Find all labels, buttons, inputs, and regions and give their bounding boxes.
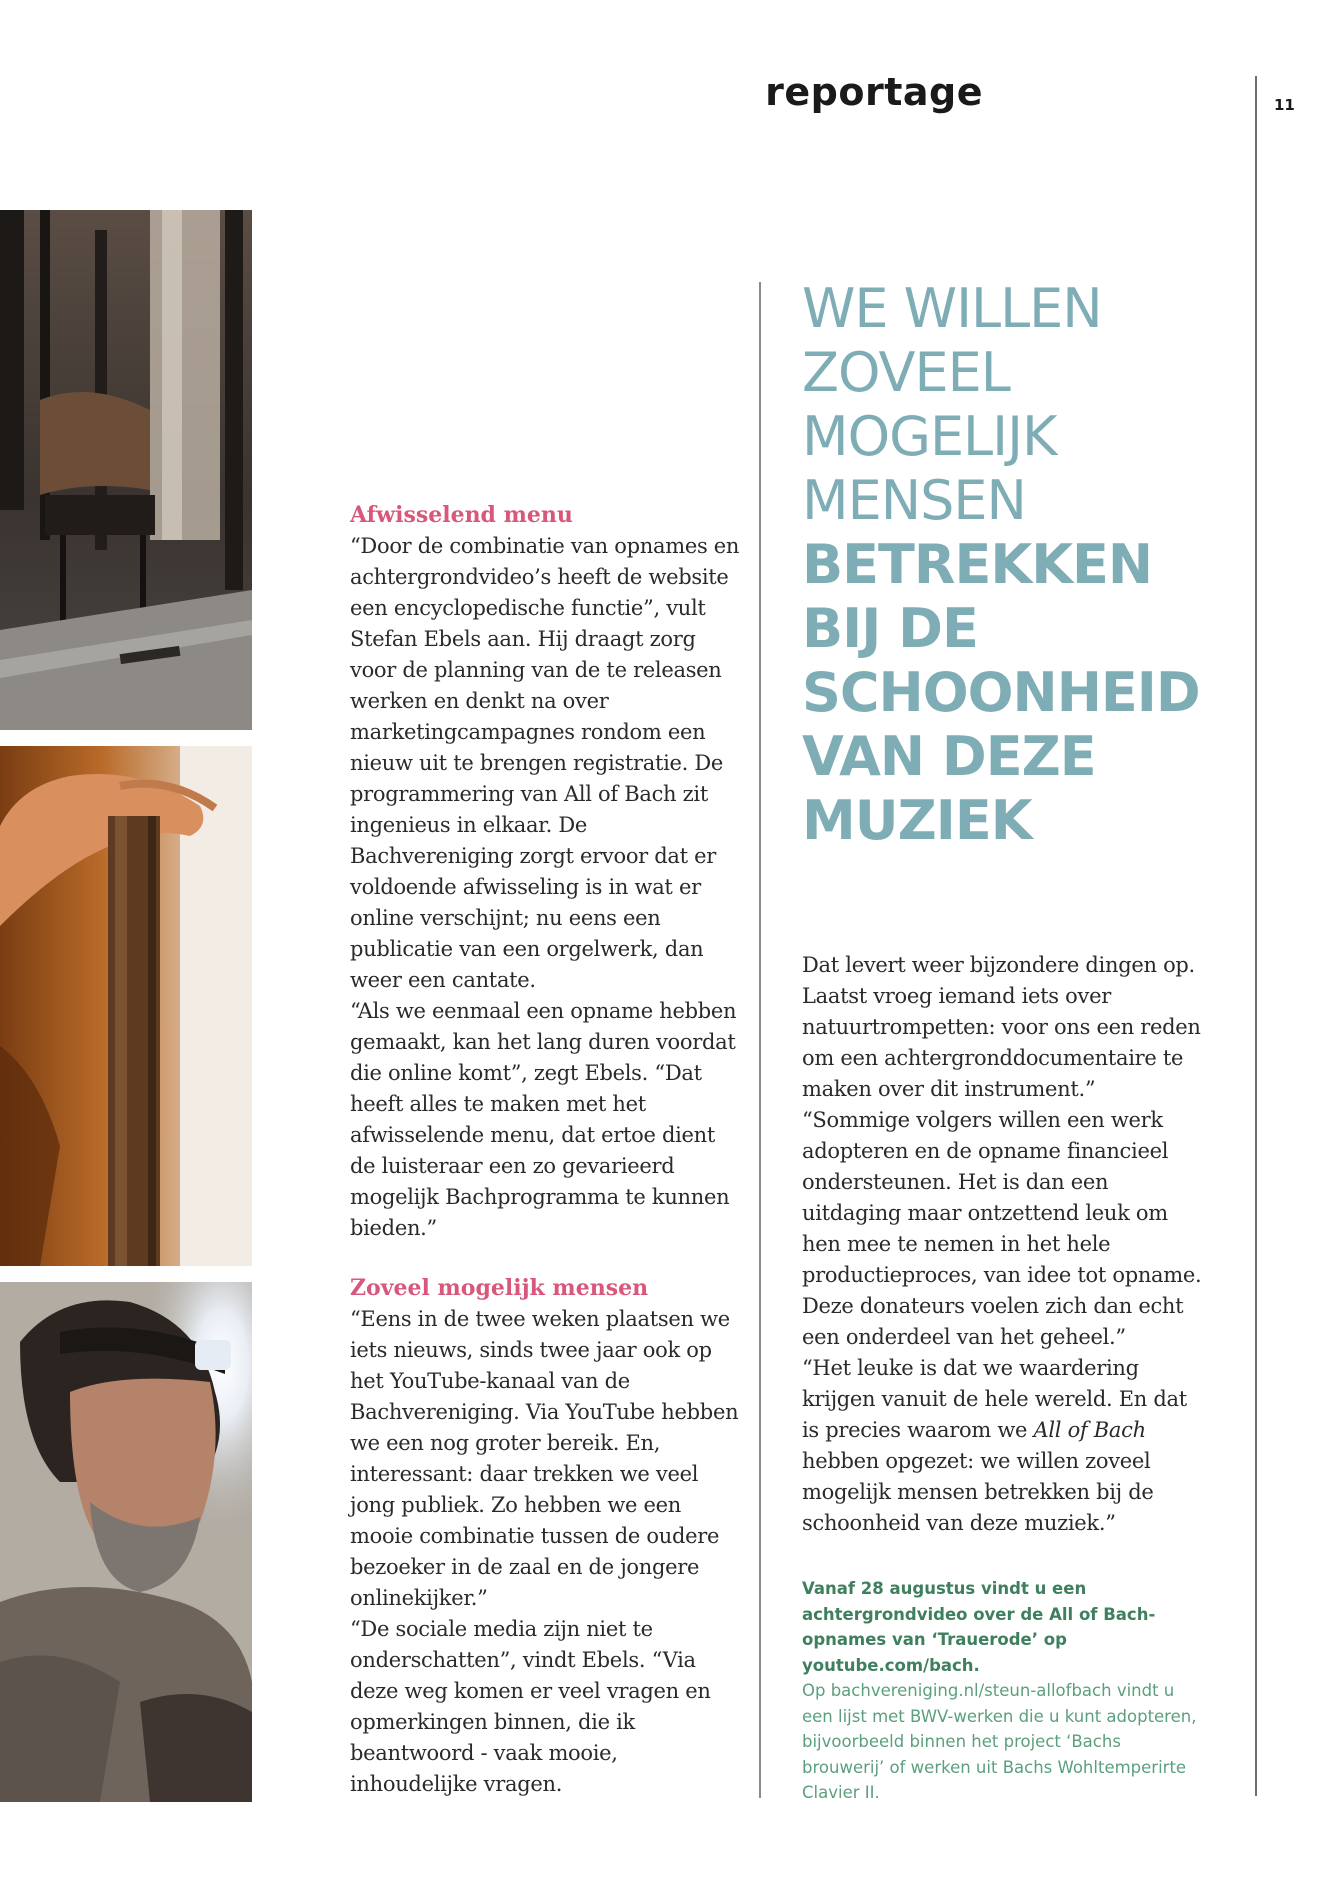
photo-hand-wood — [0, 746, 252, 1266]
italic-title: All of Bach — [1033, 1418, 1146, 1442]
heading-afwisselend-menu: Afwisselend menu — [350, 502, 573, 528]
page-number: 11 — [1274, 96, 1295, 114]
paragraph: “Het leuke is dat we waardering krijgen vanuit de hele wereld. En dat is precies waarom we All of Bach hebben opgezet: we willen zoveel mogelijk mensen betrekken bij de schoonheid van deze muziek.” — [802, 1356, 1187, 1535]
vertical-rule-middle — [759, 282, 761, 1798]
section-label: reportage — [765, 70, 983, 114]
paragraph: “Sommige volgers willen een werk adopteren en de opname financieel ondersteunen. Het is dan een uitdaging maar ontzettend leuk om hen mee te nemen in het hele productieproces, van idee tot opname. Deze donateurs voelen zich dan echt een onderdeel van het geheel.” — [802, 1108, 1202, 1349]
info-notice — [802, 1576, 1202, 1806]
paragraph: “Als we eenmaal een opname hebben gemaakt, kan het lang duren voordat die online komt”, zegt Ebels. “Dat heeft alles te maken met het afwisselende menu, dat ertoe dient de luisteraar een zo gevarieerd mogelijk Bachprogramma te kunnen bieden.” — [350, 999, 737, 1240]
vertical-rule-right — [1255, 76, 1257, 1796]
right-column — [802, 950, 1202, 1539]
notice-normal: Op bachvereniging.nl/steun-allofbach vindt u een lijst met BWV-werken die u kunt adopteren, bijvoorbeeld binnen het project ‘Bachs brouwerij’ of werken uit Bachs Wohltemperirte Clavier II. — [802, 1681, 1197, 1802]
photo-church-chairs — [0, 210, 252, 730]
paragraph: “De sociale media zijn niet te onderschatten”, vindt Ebels. “Via deze weg komen er veel vragen en opmerkingen binnen, die ik beantwoord - vaak mooie, inhoudelijke vragen. — [350, 1617, 711, 1796]
paragraph: “Door de combinatie van opnames en achtergrondvideo’s heeft de website een encyclopedische functie”, vult Stefan Ebels aan. Hij draagt zorg voor de planning van de te releasen werken en denkt na over marketingcampagnes rondom een nieuw uit te brengen registratie. De programmering van All of Bach zit ingenieus in elkaar. De Bachvereniging zorgt ervoor dat er voldoende afwisseling is in wat er online verschijnt; nu eens een publicatie van een orgelwerk, dan weer een cantate. — [350, 534, 740, 992]
photo-man-headlamp — [0, 1282, 252, 1802]
paragraph: Dat levert weer bijzondere dingen op. Laatst vroeg iemand iets over natuurtrompetten: voor ons een reden om een achtergronddocumentaire te maken over dit instrument.” — [802, 953, 1201, 1101]
left-column — [350, 500, 740, 1800]
paragraph: “Eens in de twee weken plaatsen we iets nieuws, sinds twee jaar ook op het YouTube-kanaal van de Bachvereniging. Via YouTube hebben we een nog groter bereik. En, interessant: daar trekken we veel jong publiek. Zo hebben we een mooie combinatie tussen de oudere bezoeker in de zaal en de jongere onlinekijker.” — [350, 1307, 739, 1610]
pull-quote-light: WE WILLEN ZOVEEL MOGELIJK MENSEN — [802, 277, 1102, 532]
notice-strong: Vanaf 28 augustus vindt u een achtergrondvideo over de All of Bach-opnames van ‘Trauerode’ op youtube.com/bach. — [802, 1579, 1156, 1675]
pull-quote-bold: BETREKKEN BIJ DE SCHOONHEID VAN DEZE MUZIEK — [802, 533, 1200, 852]
heading-zoveel-mogelijk-mensen: Zoveel mogelijk mensen — [350, 1275, 649, 1301]
pull-quote — [802, 277, 1232, 853]
